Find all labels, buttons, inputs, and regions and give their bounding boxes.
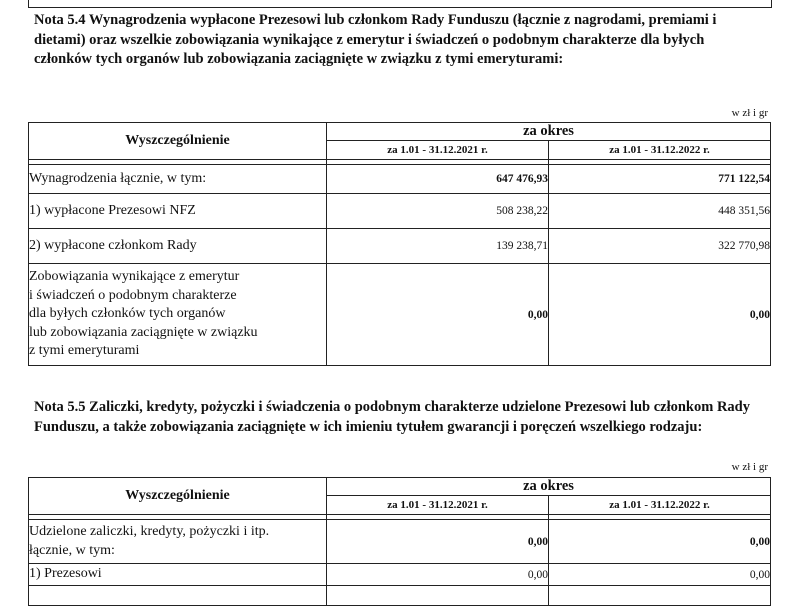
note-5-4-unit-label: w zł i gr: [731, 107, 768, 119]
previous-table-bottom-border: [28, 0, 772, 8]
row-label: Wynagrodzenia łącznie, w tym:: [29, 165, 327, 194]
value-2021: 508 238,22: [327, 194, 549, 229]
note-5-5-table: [28, 477, 771, 606]
table-row: [29, 264, 771, 366]
header-wyszczegolnienie: Wyszczególnienie: [29, 123, 327, 160]
note-5-5-unit-label: w zł i gr: [731, 461, 768, 473]
row-label-line: Udzielone zaliczki, kredyty, pożyczki i itp.: [29, 524, 270, 539]
row-label-line: dla byłych członków tych organów: [29, 306, 226, 322]
note-5-4-table: [28, 122, 771, 366]
value-2022: 0,00: [549, 564, 771, 586]
value-2021: 647 476,93: [327, 165, 549, 194]
value-2021: 0,00: [327, 264, 549, 366]
table-row: [29, 229, 771, 264]
header-period-2021: za 1.01 - 31.12.2021 r.: [327, 141, 549, 160]
row-label-line: Zobowiązania wynikające z emerytur: [29, 269, 240, 285]
row-label: 1) Prezesowi: [29, 564, 327, 586]
row-label-line: lub zobowiązania zaciągnięte w związku: [29, 324, 258, 340]
table-row: [29, 520, 771, 564]
value-2022: 771 122,54: [549, 165, 771, 194]
row-label: 1) wypłacone Prezesowi NFZ: [29, 194, 327, 229]
note-5-5-title: Nota 5.5 Zaliczki, kredyty, pożyczki i świadczenia o podobnym charakterze udzielone Prezesowi lub członkom Rady Funduszu, a także zobowiązania zaciągnięte w ich imieniu tytułem gwarancji i poręczeń wszelkiego rodzaju:: [34, 399, 750, 435]
header-period: za okres: [327, 123, 771, 141]
header-period: za okres: [327, 478, 771, 496]
table-row: [29, 165, 771, 194]
value-2022: 0,00: [549, 520, 771, 564]
row-label-line: z tymi emeryturami: [29, 343, 140, 359]
header-period-2022: za 1.01 - 31.12.2022 r.: [549, 141, 771, 160]
value-2022: 448 351,56: [549, 194, 771, 229]
value-2021: 139 238,71: [327, 229, 549, 264]
value-2021: 0,00: [327, 564, 549, 586]
header-period-2022: za 1.01 - 31.12.2022 r.: [549, 496, 771, 515]
value-2022: 322 770,98: [549, 229, 771, 264]
value-2021: 0,00: [327, 520, 549, 564]
table-row: [29, 564, 771, 586]
row-label-line: łącznie, w tym:: [29, 542, 115, 558]
row-label: 2) wypłacone członkom Rady: [29, 229, 327, 264]
value-2022: 0,00: [549, 264, 771, 366]
header-wyszczegolnienie: Wyszczególnienie: [29, 478, 327, 515]
row-label-line: i świadczeń o podobnym charakterze: [29, 287, 237, 303]
header-period-2021: za 1.01 - 31.12.2021 r.: [327, 496, 549, 515]
row-label-multiline: [29, 520, 327, 564]
note-5-4-title: Nota 5.4 Wynagrodzenia wypłacone Prezesowi lub członkom Rady Funduszu (łącznie z nagrodami, premiami i dietami) oraz wszelkie zobowiązania wynikające z emerytur i świadczeń o podobnym charakterze dla byłych członków tych organów lub zobowiązania zaciągnięte w związku z tymi emeryturami:: [34, 12, 717, 67]
table-row: [29, 194, 771, 229]
row-label-multiline: [29, 264, 327, 366]
